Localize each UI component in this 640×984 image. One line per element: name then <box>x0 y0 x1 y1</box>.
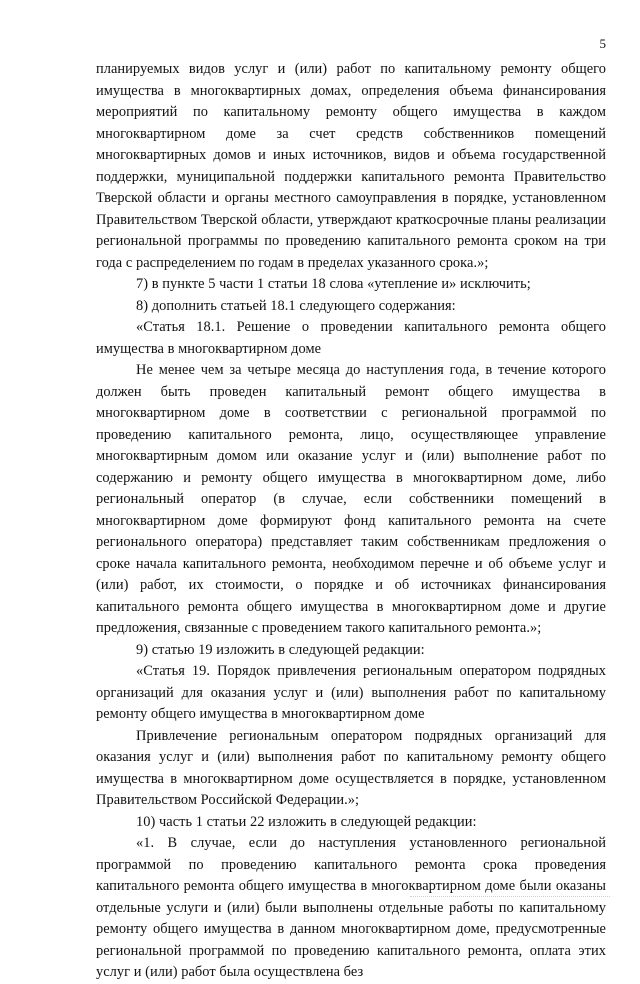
paragraph-continuation: планируемых видов услуг и (или) работ по капитальному ремонту общего имущества в многоквартирных домах, определения объема финансирования мероприятий по капитальному ремонту общего имущества в каждом многоквартирном доме за счет средств собственников помещений многоквартирных домов и иных источников, видов и объема государственной поддержки, муниципальной поддержки капитального ремонта Правительство Тверской области и органы местного самоуправления в порядке, установленном Правительством Тверской области, утверждают краткосрочные планы реализации региональной программы по проведению капитального ремонта сроком на три года с распределением по годам в пределах указанного срока.»; <box>96 61 606 271</box>
article-22-part-1: «1. В случае, если до наступления установленного региональной программой по проведению капитального ремонта срока проведения капитального ремонта общего имущества в многоквартирном доме были оказаны отдельные услуги и (или) были выполнены отдельные работы по капитальному ремонту общего имущества в данном многоквартирном доме, предусмотренные региональной программой по проведению капитального ремонта, оплата этих услуг и (или) работ была осуществлена без <box>96 835 606 980</box>
page-number: 5 <box>599 36 606 51</box>
paragraph-item-10: 10) часть 1 статьи 22 изложить в следующей редакции: <box>136 813 477 830</box>
article-19-body: Привлечение региональным оператором подрядных организаций для оказания услуг и (или) выполнения работ по капитальному ремонту общего имущества в многоквартирном доме осуществляется в порядке, установленном Правительством Российской Федерации.»; <box>96 727 606 808</box>
document-body <box>96 59 606 984</box>
scan-artifact-line <box>410 896 610 898</box>
article-18-1-heading: «Статья 18.1. Решение о проведении капитального ремонта общего имущества в многоквартирном доме <box>96 319 606 357</box>
article-19-heading: «Статья 19. Порядок привлечения региональным оператором подрядных организаций для оказания услуг и (или) выполнения работ по капитальному ремонту общего имущества в многоквартирном доме <box>96 663 606 722</box>
paragraph-item-7: 7) в пункте 5 части 1 статьи 18 слова «утепление и» исключить; <box>136 276 531 292</box>
paragraph-item-8: 8) дополнить статьей 18.1 следующего содержания: <box>136 297 456 314</box>
paragraph-item-9: 9) статью 19 изложить в следующей редакции: <box>136 641 425 658</box>
article-18-1-body: Не менее чем за четыре месяца до наступления года, в течение которого должен быть проведен капитальный ремонт общего имущества в многоквартирном доме в соответствии с региональной программой по проведению капитального ремонта, лицо, осуществляющее управление многоквартирным домом или оказание услуг и (или) выполнение работ по содержанию и ремонту общего имущества в многоквартирном доме, либо региональный оператор (в случае, если собственники помещений в многоквартирном доме формируют фонд капитального ремонта на счете регионального оператора) представляет таким собственникам предложения о сроке начала капитального ремонта, необходимом перечне и об объеме услуг и (или) работ, их стоимости, о порядке и об источниках финансирования капитального ремонта общего имущества в многоквартирном доме и другие предложения, связанные с проведением такого капитального ремонта.»; <box>96 362 606 636</box>
